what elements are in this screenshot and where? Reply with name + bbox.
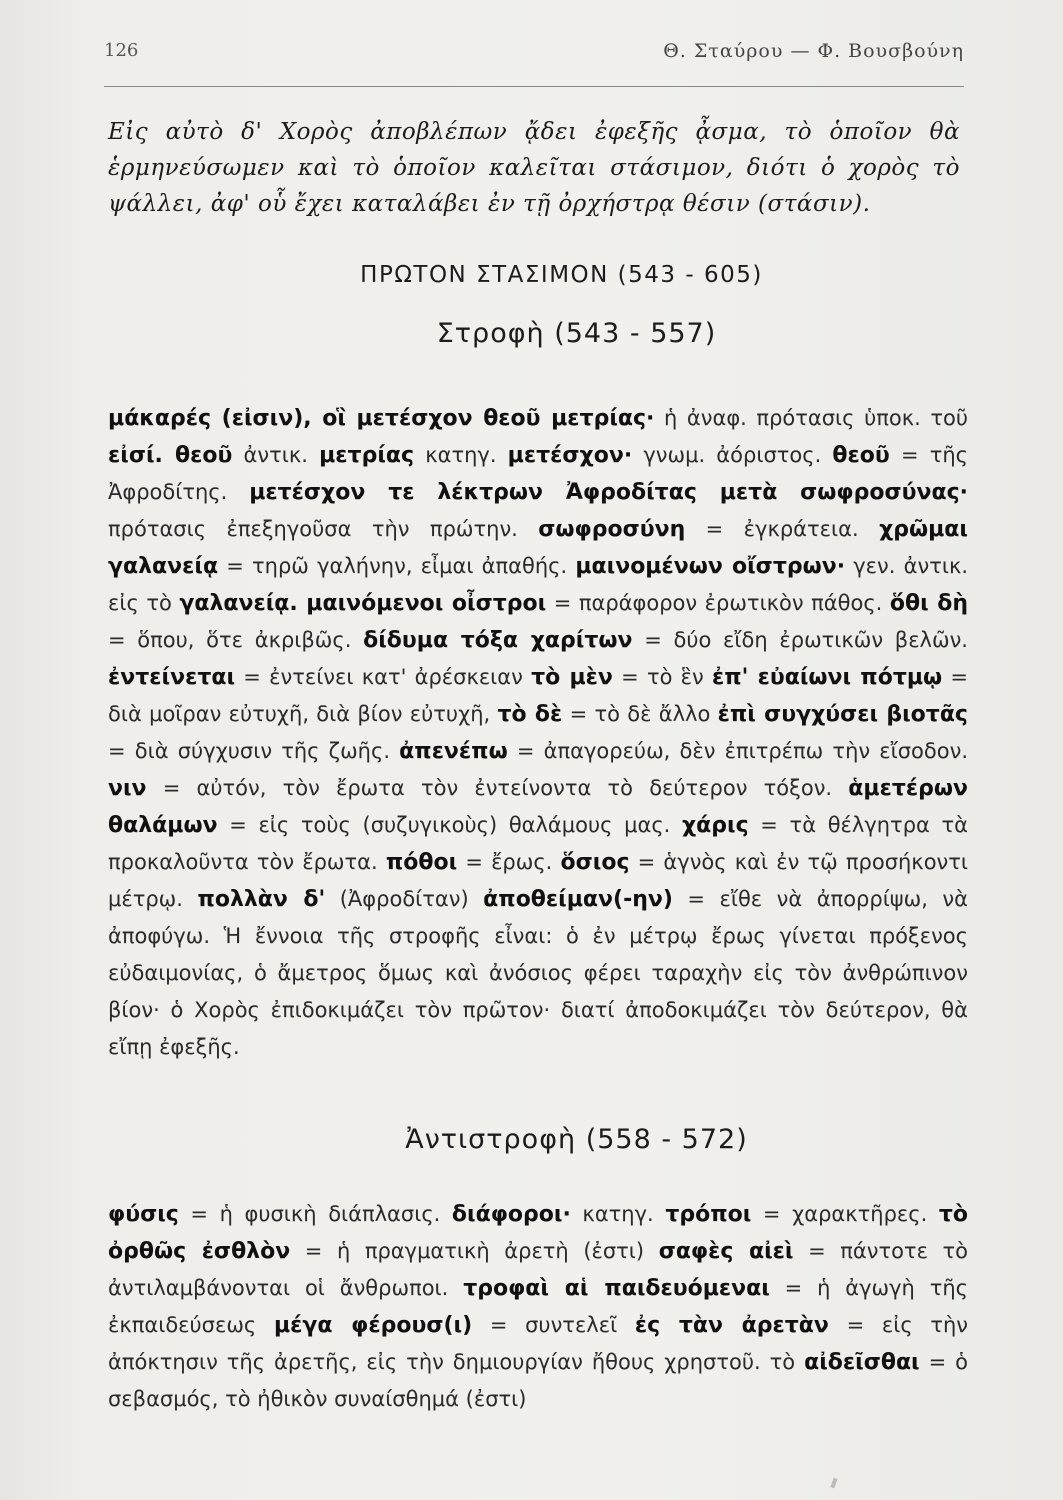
gloss-text: πρότασις ἐπεξηγοῦσα τὴν πρώτην. [108,517,539,541]
gloss-text: = εἰς τὴν ἀπόκτησιν τῆς ἀρετῆς, εἰς τὴν δημιουργίαν ἤθους χρηστοῦ. τὸ [108,1313,969,1374]
lemma-term: πολλὰν δ' [197,887,326,912]
lemma-term: μετρίας [319,443,415,468]
lemma-term: μάκαρές (εἰσιν), οἳ μετέσχον θεοῦ μετρίας· [108,406,655,431]
lemma-term: θεοῦ [832,443,890,468]
lemma-term: εἰσί. θεοῦ [108,443,233,468]
antistrophe-heading: Ἀντιστροφὴ (558 - 572) [405,1124,748,1155]
gloss-text: = παράφορον ἐρωτικὸν πάθος. [546,591,890,615]
gloss-text: = τὰ θέλγητρα τὰ προκαλοῦντα τὸν ἔρωτα. [108,813,969,874]
lemma-term: μετέσχον· [507,443,633,468]
lemma-term: μετέσχον τε λέκτρων Ἀφροδίτας μετὰ σωφροσύνας· [249,480,968,505]
gloss-text: = ἡ φυσικὴ διάπλασις. [178,1202,452,1226]
gloss-text: = συντελεῖ [472,1313,635,1337]
gloss-text: = πάντοτε τὸ ἀντιλαμβάνονται οἱ ἄνθρωποι. [108,1239,968,1300]
lemma-term: σωφροσύνη [538,517,686,542]
lemma-term: τροφαὶ αἱ παιδευόμεναι [463,1276,770,1301]
intro-paragraph: Εἰς αὐτὸ δ' Χορὸς ἀποβλέπων ᾄδει ἐφεξῆς ᾆσμα, τὸ ὁποῖον θὰ ἑρμηνεύσωμεν καὶ τὸ ὁποῖον καλεῖται στάσιμον, διότι ὁ χορὸς τὸ ψάλλει, ἀφ' οὗ ἔχει καταλάβει ἐν τῇ ὀρχήστρᾳ θέσιν (στάσιν). [108,119,960,217]
gloss-text: ἡ ἀναφ. πρότασις ὑποκ. τοῦ [654,406,968,430]
gloss-text: = εἴθε νὰ ἀπορρίψω, νὰ ἀποφύγω. Ἡ ἔννοια τῆς στροφῆς εἶναι: ὁ ἐν μέτρῳ ἔρως γίνεται πρόξενος εὐδαιμονίας, ὁ ἄμετρος ὅμως καὶ ἀνόσιος φέρει ταραχὴν εἰς τὸν ἀνθρώπινον βίον· ὁ Χορὸς ἐπιδοκιμάζει τὸν πρῶτον· διατί ἀποδοκιμάζει τὸν δεύτερον, θὰ εἴπῃ ἐφεξῆς. [108,887,968,1059]
ink-mark [830,1478,837,1489]
lemma-term: μαινομένων οἴστρων· [575,554,846,579]
gloss-text: = τῆς Ἀφροδίτης. [108,443,968,504]
gloss-text: ἀντικ. [232,443,320,467]
lemma-term: ἁμετέρων θαλάμων [108,776,968,838]
gloss-text: = χαρακτῆρες. [751,1202,939,1226]
gloss-text: = διὰ σύγχυσιν τῆς ζωῆς. [108,739,400,763]
header-rule [104,86,964,87]
stasimon-heading: ΠΡΩΤΟΝ ΣΤΑΣΙΜΟΝ (543 - 605) [360,262,763,288]
gloss-text: = ἡ ἀγωγὴ τῆς ἐκπαιδεύσεως [108,1276,968,1337]
lemma-term: πόθοι [385,850,458,875]
lemma-term: ἐς τὰν ἀρετὰν [634,1313,829,1338]
gloss-text: = ἔρως. [457,850,561,874]
gloss-text: = τηρῶ γαλήνην, εἶμαι ἀπαθής. [218,554,576,578]
lemma-term: τὸ μὲν [531,665,613,690]
lemma-term: νιν [108,776,147,801]
lemma-term: γαλανείᾳ. μαινόμενοι οἶστροι [179,591,547,616]
gloss-text: = ὁ σεβασμός, τὸ ἠθικὸν συναίσθημά (ἐστι) [108,1350,968,1411]
gloss-text: = αὐτόν, τὸν ἔρωτα τὸν ἐντείνοντα τὸ δεύτερον τόξον. [146,776,849,800]
lemma-term: αἰδεῖσθαι [804,1350,920,1375]
lemma-term: ἐντείνεται [108,665,236,690]
lemma-term: φύσις [108,1202,179,1227]
page-number: 126 [104,40,139,61]
lemma-term: δίδυμα τόξα χαρίτων [363,628,633,653]
gloss-text: = ἐγκράτεια. [685,517,880,541]
gloss-text: = τὸ δὲ ἄλλο [562,702,718,726]
gloss-text: = διὰ μοῖραν εὐτυχῆ, διὰ βίον εὐτυχῆ, [108,665,969,726]
gloss-text: = ἐντείνει κατ' ἀρέσκειαν [235,665,532,689]
gloss-text: = τὸ ἓν [612,665,713,689]
lemma-term: χρῶμαι γαλανείᾳ [108,517,968,579]
lemma-term: ἐπὶ συγχύσει βιοτᾶς [717,702,968,727]
running-head: Θ. Σταύρου — Φ. Βουσβούνη [663,40,964,62]
lemma-term: ἀπενέπω [399,739,508,764]
lemma-term: ὅθι δὴ [889,591,968,616]
strophe-heading: Στροφὴ (543 - 557) [436,318,717,349]
lemma-term: χάρις [681,813,749,838]
page-header [104,40,964,74]
lemma-term: τρόποι [665,1202,752,1227]
lemma-term: ἐπ' εὐαίωνι πότμῳ [712,665,943,690]
strophe-commentary [108,400,968,1066]
gloss-text: κατηγ. [570,1202,666,1226]
gloss-text: γεν. ἀντικ. εἰς τὸ [108,554,968,615]
gloss-text: (Ἀφροδίταν) [325,887,484,911]
lemma-term: ἀποθείμαν(-ην) [483,887,673,912]
gloss-text: = ἁγνὸς καὶ ἐν τῷ προσήκοντι μέτρῳ. [108,850,969,911]
gloss-text: = ἀπαγορεύω, δὲν ἐπιτρέπω τὴν εἴσοδον. [507,739,969,763]
gloss-text: = δύο εἴδη ἐρωτικῶν βελῶν. [632,628,968,652]
gloss-text: = ὅπου, ὅτε ἀκριβῶς. [108,628,364,652]
lemma-term: διάφοροι· [451,1202,571,1227]
gloss-text: κατηγ. [414,443,508,467]
lemma-term: ὅσιος [560,850,630,875]
gloss-text: = ἡ πραγματικὴ ἀρετὴ (ἐστι) [290,1239,659,1263]
lemma-term: τὸ ὀρθῶς ἐσθλὸν [108,1202,968,1264]
antistrophe-commentary [108,1196,968,1418]
lemma-term: μέγα φέρουσ(ι) [273,1313,473,1338]
gloss-text: γνωμ. ἀόριστος. [632,443,833,467]
gloss-text: = εἰς τοὺς (συζυγικοὺς) θαλάμους μας. [217,813,682,837]
lemma-term: τὸ δὲ [497,702,563,727]
lemma-term: σαφὲς αἰεὶ [658,1239,794,1264]
